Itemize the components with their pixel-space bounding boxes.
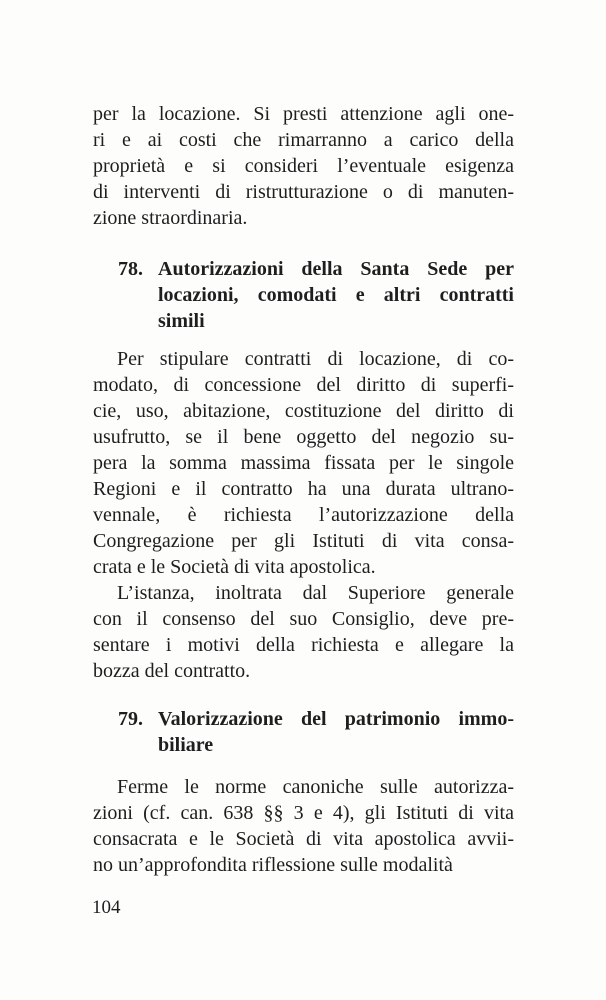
text-line: zioni (cf. can. 638 §§ 3 e 4), gli Istituti di vita (93, 802, 514, 824)
text-line: sentare i motivi della richiesta e allegare la (93, 634, 514, 656)
text-line: zione straordinaria. (93, 207, 248, 229)
text-line: Congregazione per gli Istituti di vita consa- (93, 530, 514, 552)
paragraph-locazione-oneri (93, 101, 514, 231)
page-number: 104 (92, 897, 121, 918)
text-line: cie, uso, abitazione, costituzione del diritto di (93, 400, 514, 422)
paragraph-istanza (93, 580, 514, 684)
text-line: simili (158, 310, 205, 332)
text-line: consacrata e le Società di vita apostolica avvii- (93, 828, 514, 850)
text-line: per la locazione. Si presti attenzione agli one- (93, 103, 514, 125)
text-line: proprietà e si consideri l’eventuale esigenza (93, 155, 514, 177)
text-line: Per stipulare contratti di locazione, di co- (117, 348, 514, 370)
section-78-title (158, 256, 514, 334)
section-79-title (158, 706, 514, 758)
paragraph-ferme-norme (93, 774, 514, 878)
page-body (93, 101, 514, 878)
text-line: crata e le Società di vita apostolica. (93, 556, 376, 578)
text-line: biliare (158, 734, 214, 756)
section-78-heading (118, 256, 514, 334)
text-line: Ferme le norme canoniche sulle autorizza- (117, 776, 514, 798)
text-line: con il consenso del suo Consiglio, deve pre- (93, 608, 514, 630)
section-78-number: 78. (118, 258, 143, 280)
text-line: L’istanza, inoltrata dal Superiore generale (117, 582, 514, 604)
text-line: vennale, è richiesta l’autorizzazione della (93, 504, 514, 526)
text-line: modato, di concessione del diritto di superfi- (93, 374, 514, 396)
text-line: usufrutto, se il bene oggetto del negozio su- (93, 426, 514, 448)
section-79-heading (118, 706, 514, 758)
text-line: Autorizzazioni della Santa Sede per (158, 258, 514, 280)
text-line: Valorizzazione del patrimonio immo- (158, 708, 514, 730)
text-line: pera la somma massima fissata per le singole (93, 452, 514, 474)
section-79-number: 79. (118, 708, 143, 730)
text-line: no un’approfondita riflessione sulle modalità (93, 854, 453, 876)
text-line: bozza del contratto. (93, 660, 251, 682)
paragraph-per-stipulare (93, 346, 514, 580)
text-line: locazioni, comodati e altri contratti (158, 284, 514, 306)
text-line: ri e ai costi che rimarranno a carico della (93, 129, 514, 151)
text-line: Regioni e il contratto ha una durata ultrano- (93, 478, 514, 500)
text-line: di interventi di ristrutturazione o di manuten- (93, 181, 514, 203)
